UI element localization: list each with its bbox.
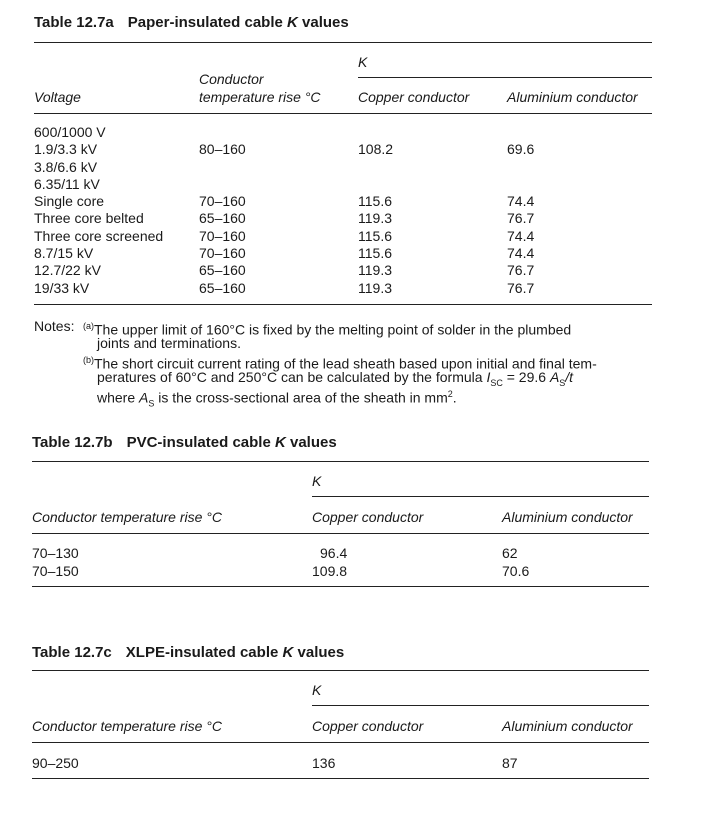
table-a-cell-aluminium (507, 124, 534, 141)
table-b-number: Table 12.7b (32, 434, 113, 451)
note-b-line2: peratures of 60°C and 250°C can be calculated by the formula $I_{SC} = 29.6$ $A_S/t$ (97, 369, 574, 388)
table-a-cell-temp: 65–160 (199, 279, 246, 296)
table-a-col-copper (358, 124, 393, 297)
table-b-cell-temp: 70–150 (32, 563, 79, 579)
table-a-cell-copper: 119.3 (358, 279, 392, 296)
table-a-cell-temp: 70–160 (199, 193, 246, 210)
table-b-k-rule (312, 496, 649, 497)
table-a-col-temp (199, 124, 246, 297)
table-a-cell-aluminium (507, 159, 534, 176)
table-c-header-aluminium: Aluminium conductor (502, 718, 633, 734)
table-c-header-copper: Copper conductor (312, 718, 424, 734)
note-b-marker: (b) (83, 355, 94, 365)
table-a-k-header: K (358, 54, 368, 70)
table-b-header-cond: Conductor temperature rise °C (32, 509, 223, 525)
table-a-cell-aluminium (507, 176, 534, 193)
note-b-line3: where $A_S$ is the cross-sectional area of the sheath in $mm^2$. (97, 389, 457, 409)
table-a-cell-temp: 70–160 (199, 245, 246, 262)
table-a-cell-temp: 65–160 (199, 210, 246, 227)
table-b-header-rule (32, 533, 649, 534)
table-c-cell-aluminium: 87 (502, 755, 518, 771)
table-a-cell-aluminium: 74.4 (507, 193, 535, 210)
table-a-cell-aluminium: 76.7 (507, 210, 535, 227)
table-a-top-rule (34, 42, 652, 43)
table-a-col-voltage (34, 124, 163, 297)
table-a-header-cond-line1: Conductor (199, 71, 264, 87)
table-a-number: Table 12.7a (34, 14, 114, 31)
table-a-cell-copper: 119.3 (358, 210, 392, 227)
table-c-k-rule (312, 705, 649, 706)
table-c-header-cond: Conductor temperature rise °C (32, 718, 223, 734)
table-b-cell-copper: 96.4 (320, 545, 348, 561)
note-a-line1: The upper limit of 160°C is fixed by the melting point of solder in the plumbed (94, 321, 572, 338)
table-c-top-rule (32, 670, 649, 671)
notes-label: Notes: (34, 318, 75, 334)
table-a-cell-voltage: Three core screened (34, 227, 164, 244)
table-a-cell-voltage: Three core belted (34, 210, 144, 227)
table-b-caption (32, 434, 337, 451)
table-a-cell-voltage: 19/33 kV (34, 279, 90, 296)
table-a-cell-copper: 119.3 (358, 262, 392, 279)
table-a-caption (34, 14, 349, 31)
table-a-col-aluminium (507, 124, 534, 297)
table-c-number: Table 12.7c (32, 644, 112, 661)
table-a-cell-voltage: 6.35/11 kV (34, 175, 100, 192)
table-a-cell-copper: 115.6 (358, 227, 392, 244)
table-a-title: Paper-insulated cable K values (127, 14, 349, 31)
table-a-cell-voltage: 3.8/6.6 kV (34, 158, 98, 175)
table-a-cell-temp: 65–160 (199, 262, 246, 279)
table-c-k-header: K (312, 682, 322, 698)
table-c-title: XLPE-insulated cable K values (125, 644, 345, 661)
table-a-cell-temp: 80–160 (199, 141, 246, 158)
table-a-cell-aluminium: 69.6 (507, 141, 535, 158)
table-b-k-header: K (312, 473, 322, 489)
table-a-cell-temp (199, 176, 246, 193)
table-a-cell-aluminium: 74.4 (507, 245, 535, 262)
table-c-cell-temp: 90–250 (32, 755, 79, 771)
table-b-top-rule (32, 461, 649, 462)
table-a-cell-copper: 115.6 (358, 245, 392, 262)
table-b-cell-aluminium: 62 (502, 545, 518, 561)
table-a-cell-copper: 115.6 (358, 193, 392, 210)
table-a-header-voltage: Voltage (34, 89, 81, 105)
table-b-title: PVC-insulated cable K values (126, 434, 337, 451)
table-b-bottom-rule (32, 586, 649, 587)
table-b-header-copper: Copper conductor (312, 509, 424, 525)
table-a-cell-temp (199, 124, 246, 141)
table-a-cell-aluminium: 76.7 (507, 262, 535, 279)
note-a-line2: joints and terminations. (97, 335, 241, 351)
table-a-cell-temp: 70–160 (199, 227, 246, 244)
table-a-cell-temp (199, 159, 246, 176)
note-b-line1: The short circuit current rating of the lead sheath based upon initial and final tem- (94, 355, 597, 372)
table-a-cell-copper: 108.2 (358, 141, 394, 158)
table-a-header-rule (34, 113, 652, 114)
table-b-cell-aluminium: 70.6 (502, 563, 530, 579)
table-a-header-cond-line2: temperature rise °C (199, 89, 321, 105)
table-a-header-aluminium: Aluminium conductor (507, 89, 638, 105)
table-c-header-rule (32, 742, 649, 743)
table-a-k-rule (358, 77, 652, 78)
table-c-bottom-rule (32, 778, 649, 779)
table-a-header-copper: Copper conductor (358, 89, 470, 105)
table-a-cell-voltage: 600/1000 V (34, 124, 106, 140)
table-b-cell-copper: 109.8 (312, 563, 348, 579)
table-a-cell-voltage: 8.7/15 kV (34, 245, 94, 262)
table-b-header-aluminium: Aluminium conductor (502, 509, 633, 525)
table-b-cell-temp: 70–130 (32, 545, 79, 561)
table-a-cell-copper (358, 124, 393, 141)
table-c-caption (32, 644, 344, 661)
table-a-cell-voltage: 1.9/3.3 kV (34, 141, 98, 158)
table-c-cell-copper: 136 (312, 755, 336, 771)
table-a-cell-copper (358, 159, 393, 176)
table-a-cell-voltage: 12.7/22 kV (34, 262, 101, 279)
note-a-marker: (a) (83, 321, 94, 331)
table-a-cell-copper (358, 176, 393, 193)
table-a-cell-aluminium: 76.7 (507, 279, 535, 296)
table-a-bottom-rule (34, 304, 652, 305)
table-a-cell-aluminium: 74.4 (507, 227, 535, 244)
table-a-cell-voltage: Single core (34, 193, 105, 210)
